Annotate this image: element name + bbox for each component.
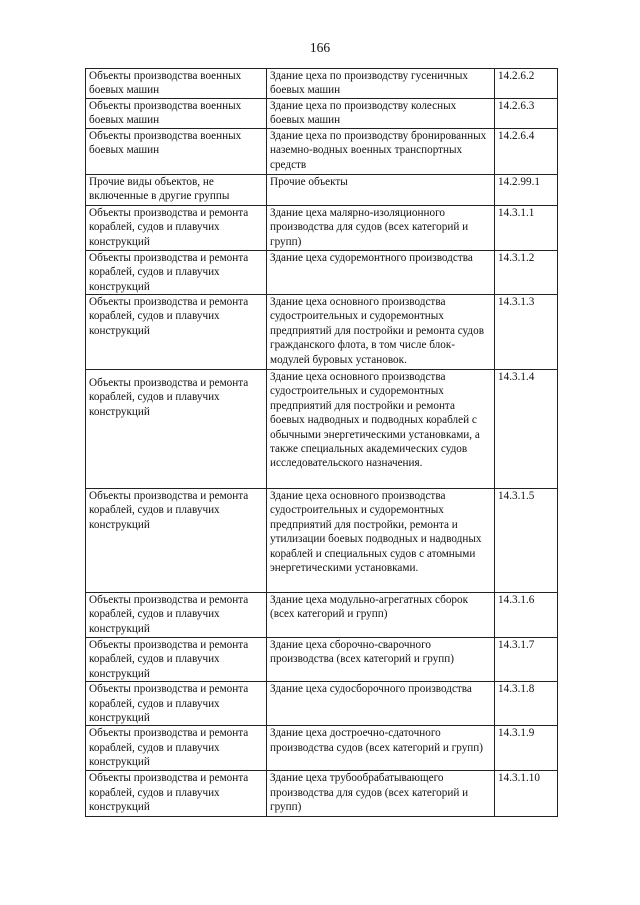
- table-row: [86, 250, 558, 294]
- table-row: [86, 174, 558, 205]
- object-cell: Прочие объекты: [267, 174, 495, 205]
- group-cell: Объекты производства и ремонта кораблей, судов и плавучих конструкций: [86, 771, 267, 817]
- group-cell: Объекты производства и ремонта кораблей, судов и плавучих конструкций: [86, 489, 267, 593]
- table-row: [86, 593, 558, 638]
- code-cell: 14.2.6.2: [495, 69, 558, 99]
- code-cell: 14.2.99.1: [495, 174, 558, 205]
- page-number: 166: [309, 40, 331, 55]
- object-cell: Здание цеха основного производства судостроительных и судоремонтных предприятий для постройки, ремонта и утилизации боевых подводных и надводных кораблей и специальных судов с атомными энергетическими установками.: [267, 489, 495, 593]
- table-row: [86, 682, 558, 726]
- table-row: [86, 489, 558, 593]
- table-row: [86, 205, 558, 250]
- object-cell: Здание цеха основного производства судостроительных и судоремонтных предприятий для постройки и ремонта боевых надводных и подводных кораблей с обычными энергетическими установками, а также специальных академических судов исследовательского назначения.: [267, 370, 495, 489]
- code-cell: 14.3.1.1: [495, 205, 558, 250]
- object-cell: Здание цеха трубообрабатывающего производства для судов (всех категорий и групп): [267, 771, 495, 817]
- table-row: [86, 295, 558, 370]
- object-cell: Здание цеха малярно-изоляционного производства для судов (всех категорий и групп): [267, 205, 495, 250]
- group-cell: Объекты производства и ремонта кораблей, судов и плавучих конструкций: [86, 205, 267, 250]
- table-row: [86, 370, 558, 489]
- classification-table: [85, 68, 558, 817]
- table-row: [86, 726, 558, 771]
- code-cell: 14.3.1.4: [495, 370, 558, 489]
- table-row: [86, 638, 558, 682]
- table-row: [86, 128, 558, 174]
- table-row: [86, 69, 558, 99]
- object-cell: Здание цеха по производству бронированных наземно-водных военных транспортных средств: [267, 128, 495, 174]
- group-cell: Объекты производства военных боевых машин: [86, 98, 267, 128]
- group-cell: Объекты производства и ремонта кораблей, судов и плавучих конструкций: [86, 726, 267, 771]
- group-cell: Объекты производства военных боевых машин: [86, 69, 267, 99]
- code-cell: 14.3.1.7: [495, 638, 558, 682]
- code-cell: 14.3.1.9: [495, 726, 558, 771]
- object-cell: Здание цеха судосборочного производства: [267, 682, 495, 726]
- group-cell: Объекты производства и ремонта кораблей, судов и плавучих конструкций: [86, 370, 267, 489]
- code-cell: 14.3.1.10: [495, 771, 558, 817]
- code-cell: 14.3.1.6: [495, 593, 558, 638]
- group-cell: Объекты производства и ремонта кораблей, судов и плавучих конструкций: [86, 682, 267, 726]
- object-cell: Здание цеха по производству гусеничных боевых машин: [267, 69, 495, 99]
- code-cell: 14.3.1.8: [495, 682, 558, 726]
- object-cell: Здание цеха основного производства судостроительных и судоремонтных предприятий для постройки и ремонта судов гражданского флота, в том числе блок-модулей буровых установок.: [267, 295, 495, 370]
- table-row: [86, 771, 558, 817]
- group-cell: Объекты производства и ремонта кораблей, судов и плавучих конструкций: [86, 638, 267, 682]
- code-cell: 14.3.1.3: [495, 295, 558, 370]
- object-cell: Здание цеха судоремонтного производства: [267, 250, 495, 294]
- object-cell: Здание цеха модульно-агрегатных сборок (всех категорий и групп): [267, 593, 495, 638]
- code-cell: 14.3.1.5: [495, 489, 558, 593]
- object-cell: Здание цеха достроечно-сдаточного производства судов (всех категорий и групп): [267, 726, 495, 771]
- code-cell: 14.2.6.3: [495, 98, 558, 128]
- table-row: [86, 98, 558, 128]
- object-cell: Здание цеха по производству колесных боевых машин: [267, 98, 495, 128]
- group-cell: Объекты производства военных боевых машин: [86, 128, 267, 174]
- object-cell: Здание цеха сборочно-сварочного производства (всех категорий и групп): [267, 638, 495, 682]
- group-cell: Объекты производства и ремонта кораблей, судов и плавучих конструкций: [86, 250, 267, 294]
- group-cell: Объекты производства и ремонта кораблей, судов и плавучих конструкций: [86, 593, 267, 638]
- group-cell: Объекты производства и ремонта кораблей, судов и плавучих конструкций: [86, 295, 267, 370]
- code-cell: 14.3.1.2: [495, 250, 558, 294]
- group-cell: Прочие виды объектов, не включенные в другие группы: [86, 174, 267, 205]
- code-cell: 14.2.6.4: [495, 128, 558, 174]
